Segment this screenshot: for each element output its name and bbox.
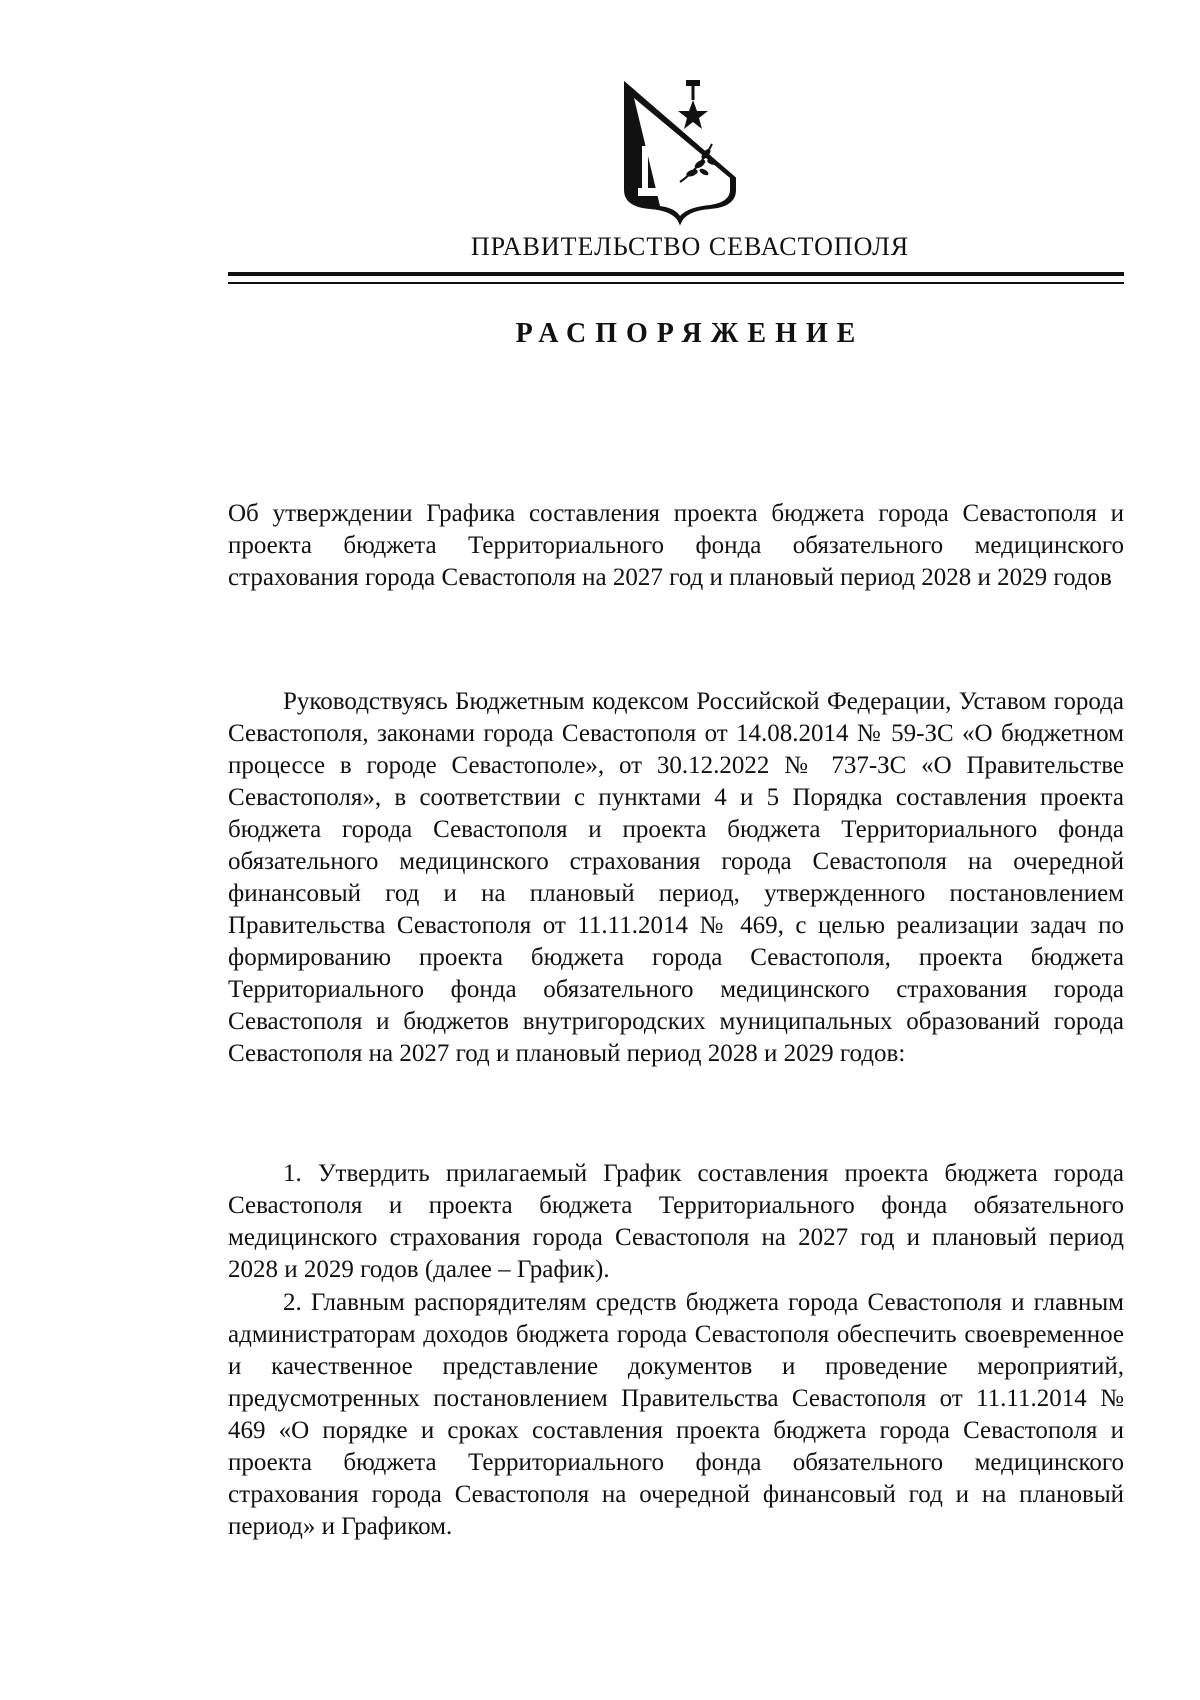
header-divider-thin <box>228 282 1124 284</box>
document-subject: Об утверждении Графика составления проекта бюджета города Севастополя и проекта бюджета Территориального фонда обязательного медицинского страхования города Севастополя на 2027 год и плановый период 2028 и 2029 годов <box>228 500 1124 591</box>
sevastopol-coat-of-arms-icon <box>620 78 740 228</box>
clause-1: 1. Утвердить прилагаемый График составления проекта бюджета города Севастополя и проекта бюджета Территориального фонда обязательного медицинского страхования города Севастополя на 2027 год и плановый период 2028 и 2029 годов (далее – График). <box>228 1160 1124 1283</box>
document-type-title: РАСПОРЯЖЕНИЕ <box>515 318 865 349</box>
preamble-paragraph: Руководствуясь Бюджетным кодексом Российской Федерации, Уставом города Севастополя, законами города Севастополя от 14.08.2014 № 59-ЗС «О бюджетном процессе в городе Севастополе», от 30.12.2022 № 737-ЗС «О Правительстве Севастополя», в соответствии с пунктами 4 и 5 Порядка составления проекта бюджета города Севастополя и проекта бюджета Территориального фонда обязательного медицинского страхования города Севастополя на очередной финансовый год и на плановый период, утвержденного постановлением Правительства Севастополя от 11.11.2014 № 469, с целью реализации задач по формированию проекта бюджета города Севастополя, проекта бюджета Территориального фонда обязательного медицинского страхования города Севастополя и бюджетов внутригородских муниципальных образований города Севастополя на 2027 год и плановый период 2028 и 2029 годов: <box>228 688 1124 1067</box>
clause-2: 2. Главным распорядителям средств бюджета города Севастополя и главным администраторам доходов бюджета города Севастополя обеспечить своевременное и качественное представление документов и проведение мероприятий, предусмотренных постановлением Правительства Севастополя от 11.11.2014 № 469 «О порядке и сроках составления проекта бюджета города Севастополя и проекта бюджета Территориального фонда обязательного медицинского страхования города Севастополя на очередной финансовый год и на плановый период» и Графиком. <box>228 1289 1124 1540</box>
header-divider-thick <box>228 272 1124 276</box>
org-name: ПРАВИТЕЛЬСТВО СЕВАСТОПОЛЯ <box>470 232 910 261</box>
